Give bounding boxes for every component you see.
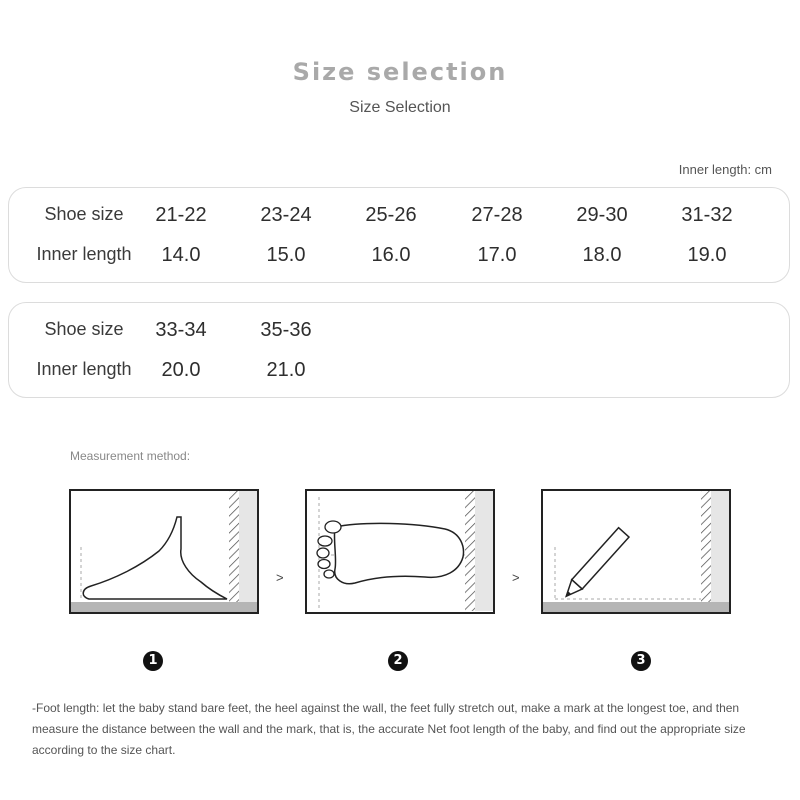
row-label-shoe-size: Shoe size	[44, 319, 124, 339]
size-cell: 27-28	[471, 204, 523, 226]
row-label-shoe-size: Shoe size	[44, 204, 124, 224]
size-cell: 35-36	[260, 319, 312, 341]
length-cell: 19.0	[687, 244, 727, 266]
step1-heel-against-wall-diagram	[69, 489, 259, 614]
page-subtitle: Size Selection	[349, 99, 451, 116]
size-cell: 25-26	[365, 204, 417, 226]
measurement-description: -Foot length: let the baby stand bare feet, the heel against the wall, the feet fully stretch out, make a mark at the longest toe, and then measure the distance between the wall and the mark, that is, the accurate Net foot length of the baby, and find out the appropriate size according to the size chart.	[32, 701, 746, 757]
length-cell: 21.0	[266, 359, 306, 381]
row-label-inner-length: Inner length	[36, 359, 132, 379]
page-title: Size selection	[292, 58, 508, 86]
length-cell: 14.0	[161, 244, 201, 266]
length-cell: 16.0	[371, 244, 411, 266]
size-table-2	[8, 302, 790, 398]
size-cell: 29-30	[576, 204, 628, 226]
arrow-icon: >	[276, 570, 284, 585]
length-cell: 18.0	[582, 244, 622, 266]
length-cell: 17.0	[477, 244, 517, 266]
size-cell: 21-22	[155, 204, 207, 226]
size-cell: 23-24	[260, 204, 312, 226]
step2-foot-top-view-diagram	[305, 489, 495, 614]
arrow-icon: >	[512, 570, 520, 585]
size-table-1	[8, 187, 790, 283]
step-number-3: 3	[631, 651, 651, 671]
unit-note: Inner length: cm	[678, 162, 772, 177]
length-cell: 15.0	[266, 244, 306, 266]
step-number-2: 2	[388, 651, 408, 671]
measurement-method-label: Measurement method:	[70, 449, 191, 463]
size-cell: 33-34	[155, 319, 207, 341]
step-number-1: 1	[143, 651, 163, 671]
length-cell: 20.0	[161, 359, 201, 381]
row-label-inner-length: Inner length	[36, 244, 132, 264]
size-cell: 31-32	[681, 204, 733, 226]
step3-pencil-mark-diagram	[541, 489, 731, 614]
